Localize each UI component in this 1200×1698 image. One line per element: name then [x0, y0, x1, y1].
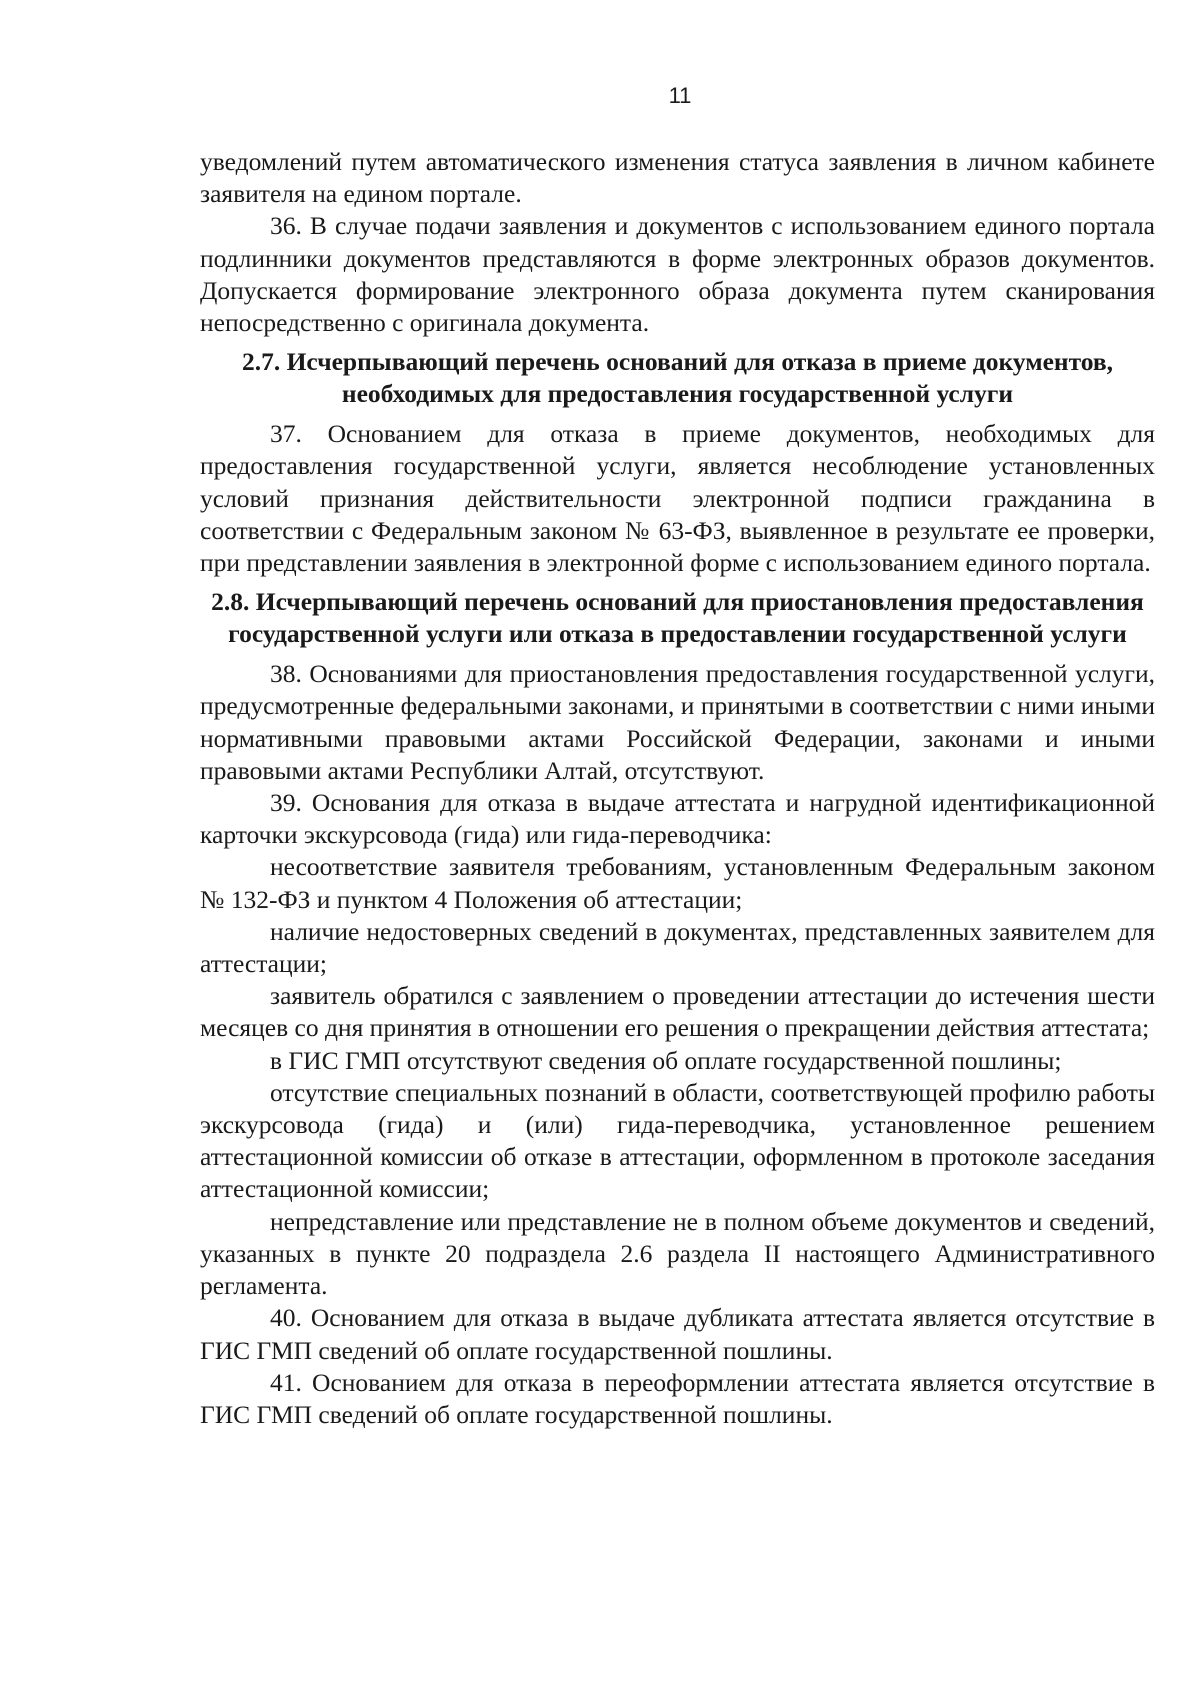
list-item-no-knowledge: отсутствие специальных познаний в области, соответствующей профилю работы экскурсовода (гида) и (или) гида-переводчика, установленное решением аттестационной комиссии об отказе в аттестации, оформленном в протоколе заседания аттестационной комиссии; — [200, 1077, 1155, 1204]
paragraph-41: 41. Основанием для отказа в переоформлении аттестата является отсутствие в ГИС ГМП сведений об оплате государственной пошлины. — [200, 1367, 1155, 1429]
section-heading-2-8: 2.8. Исчерпывающий перечень оснований для приостановления предоставления государственной услуги или отказа в предоставлении государственной услуги — [211, 587, 1144, 649]
paragraph-38: 38. Основаниями для приостановления предоставления государственной услуги, предусмотренные федеральными законами, и принятыми в соответствии с ними иными нормативными правовыми актами Российской Федерации, законами и иными правовыми актами Республики Алтай, отсутствуют. — [200, 659, 1155, 785]
paragraph-37: 37. Основанием для отказа в приеме документов, необходимых для предоставления государственной услуги, является несоблюдение установленных условий признания действительности электронной подписи гражданина в соответствии с Федеральным законом № 63-ФЗ, выявленное в результате ее проверки, при представлении заявления в электронной форме с использованием единого портала. — [200, 419, 1155, 578]
list-item-no-payment: в ГИС ГМП отсутствуют сведения об оплате государственной пошлины; — [270, 1045, 1062, 1075]
document-body — [200, 146, 1155, 1431]
list-item-false-info: наличие недостоверных сведений в документах, представленных заявителем для аттестации; — [200, 916, 1155, 979]
list-item-requirements: несоответствие заявителя требованиям, установленным Федеральным законом № 132-ФЗ и пунктом 4 Положения об аттестации; — [200, 852, 1155, 914]
paragraph-36: 36. В случае подачи заявления и документов с использованием единого портала подлинники документов представляются в форме электронных образов документов. Допускается формирование электронного образа документа путем сканирования непосредственно с оригинала документа. — [200, 211, 1155, 338]
list-item-incomplete-docs: непредставление или представление не в полном объеме документов и сведений, указанных в пункте 20 подраздела 2.6 раздела II настоящего Административного регламента. — [200, 1206, 1155, 1301]
paragraph-39: 39. Основания для отказа в выдаче аттестата и нагрудной идентификационной карточки экскурсовода (гида) или гида-переводчика: — [200, 788, 1155, 850]
list-item-six-months: заявитель обратился с заявлением о проведении аттестации до истечения шести месяцев со дня принятия в отношении его решения о прекращении действия аттестата; — [200, 981, 1155, 1043]
paragraph-continuation: уведомлений путем автоматического изменения статуса заявления в личном кабинете заявителя на едином портале. — [200, 147, 1155, 209]
paragraph-40: 40. Основанием для отказа в выдаче дубликата аттестата является отсутствие в ГИС ГМП сведений об оплате государственной пошлины. — [200, 1303, 1155, 1365]
page-number: 11 — [668, 83, 692, 108]
section-heading-2-7: 2.7. Исчерпывающий перечень оснований для отказа в приеме документов, необходимых для предоставления государственной услуги — [241, 347, 1114, 409]
